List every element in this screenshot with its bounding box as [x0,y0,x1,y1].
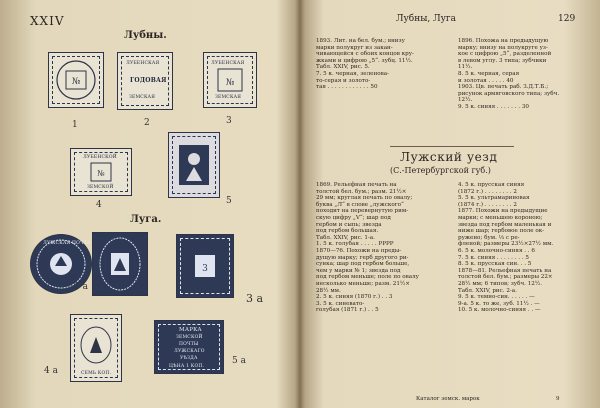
col2-top [458,38,594,111]
col2-top-line: и золотая . . . . . 40 [458,77,514,84]
col1-bottom-line: походит на перевернутую рим- [316,208,409,215]
stamp-2-text-1: ЛУБЕНСКАЯ [126,61,160,66]
stamp-5a-text-4: ЛУЖСКАГО [174,349,205,354]
col1-top-line: Табл. XXIV, рис. 5. [316,64,370,71]
footer-catalog: Каталог земск. марок [416,396,480,402]
col1-bottom-line: 2. 5 к. синяя (1870 г.) . . 3 [316,294,393,301]
col2-bottom-line: (1874 г.) . . . . . . . . 2 [458,201,517,208]
stamp-label-4a: 4 a [44,366,58,376]
svg-text:№: № [225,78,235,88]
col1-bottom-line: скую цифру „V“; шар под [316,214,391,221]
col2-bottom [458,182,594,314]
col1-bottom-line: Табл. XXIV, рис. 1-а. [316,234,375,241]
stamp-5a-text-1: МАРКА [179,327,202,333]
running-header: Лубны, Луга [396,14,456,24]
col1-bottom-line: гербом и сыпь; звезда [316,221,382,228]
col2-top-line: 1903. Цв. печать раб. З.Д.Т.Б.; [458,84,549,91]
col2-top-line: марку; внизу на полукруге уз- [458,44,548,51]
stamp-5a-text-3: ПОЧТЫ [179,342,199,347]
stamp-2-text-3: ЗЕМСКАЯ [129,95,156,100]
col2-top-line: 9. 5 к. синяя . . . . . . . 30 [458,103,529,110]
col2-top-line: 1896. Похожа на предыдущую [458,38,549,44]
col1-bottom-line: 29 мм; круглая печать по овалу; [316,195,413,202]
stamp-lubny-5 [168,132,220,198]
stamp-5a-text-6: ЦѢНА 1 КОП. [169,364,205,369]
col2-top-line: в левом углу. 3 типа; зубчики [458,57,547,64]
col1-bottom [316,182,452,314]
col2-bottom-line: 10. 5 к. молочно-синяя . . — [458,307,541,314]
col1-top [316,38,452,91]
stamp-label-2: 2 [144,118,150,128]
col2-bottom-line: ружено; бум. ⅓ с ре- [458,234,520,241]
stamp-lubny-4 [70,148,132,196]
col2-top-line: рисунок армяговского типа; зубч. [458,90,560,97]
stamp-5-art [169,133,219,197]
stamp-lubny-1 [48,52,104,108]
stamp-3-text-2: ЗЕМСКАЯ [215,95,242,100]
stamp-3a-art [177,235,233,297]
stamp-4-text-1: ЛУБЕНСКОЙ [83,155,117,160]
col2-bottom-line: 1877. Похожи на предыдущие [458,208,548,215]
col2-bottom-line: звезда под гербом маленькая и [458,221,552,228]
plate-number: XXIV [30,14,65,28]
col1-top-line: то-серая и золото- [316,77,371,84]
svg-text:3: 3 [202,264,208,274]
col2-top-line: 11½. [458,64,473,71]
stamp-luga-5a [154,320,224,374]
stamp-2-text-2: ГОДОВАЯ [130,77,167,84]
col1-top-line: марки полукруг из закан- [316,44,393,51]
stamp-5a-text-5: УѢЗДА [180,356,198,361]
col1-bottom-line: 1870—76. Похожи на преды- [316,247,402,254]
col1-bottom-line: буква „Л“ в слове „лужского“ [316,201,404,208]
col1-top-line: жками и цифрою „5“. зубц. 11½. [316,57,413,64]
col2-bottom-line: 7. 5 к. синяя . . . . . . . . 5 [458,254,529,261]
stamp-label-1a: 1 a [74,282,88,292]
section-subtitle: (С.-Петербургской губ.) [390,166,491,175]
col1-bottom-line: 1869. Рельефная печать на [316,182,397,188]
col2-top-line: 8. 5 к. черная, серая [458,70,520,77]
section-rule [390,146,514,147]
stamp-4-text-2: ЗЕМСКОЙ [87,185,114,190]
stamp-3-text-1: ЛУБЕНСКАЯ [211,61,245,66]
svg-text:№: № [71,77,81,87]
col2-bottom-line: марки; с меньшею короною; [458,214,543,221]
heading-lubny: Лубны. [124,30,167,41]
stamp-4a-text: СЕМЬ КОП. [81,371,112,376]
page-number: 129 [558,14,576,24]
col1-top-line: 1893. Лит. на бел. бум.; внизу [316,38,405,44]
book-gutter [295,0,305,408]
col1-bottom-line: дущую марку; герб другого ри- [316,254,409,261]
heading-luga: Луга. [130,214,162,225]
col1-bottom-line: голубая (1871 г.) . . 5 [316,307,379,314]
stamp-luga-3a [176,234,234,298]
col1-bottom-line: сунка; шар под гербом больше, [316,261,410,268]
col2-bottom-line: 8. 5 к. прусская син. . . 5 [458,261,532,268]
col2-bottom-line: 4. 5 к. прусская синяя [458,182,525,188]
col2-bottom-line: фленой; размеры 23½×27½ мм. [458,241,554,248]
stamp-2a-art [93,233,147,295]
stamp-label-5: 5 [226,196,232,206]
col1-bottom-line: 28½ мм. [316,287,341,294]
col2-bottom-line: 9-а. 5 к. то же, зуб. 11½ . — [458,300,540,307]
col2-bottom-line: толстой бел. бум.; размеры 22× [458,274,553,281]
stamp-label-3: 3 [226,116,232,126]
col2-bottom-line: 9. 5 к. темно-син. . . . . . — [458,294,535,301]
stamp-label-5a: 5 a [232,356,246,366]
section-title: Лужский уезд [400,150,498,164]
stamp-label-1: 1 [72,120,78,130]
svg-text:№: № [97,169,105,178]
col2-bottom-line: 1878—81. Рельефная печать на [458,267,552,274]
col2-bottom-line: ниже шар; гербовое поле ок- [458,228,545,235]
col1-bottom-line: 3. 5 к. синевато- [316,300,365,307]
stamp-1-art [49,53,103,107]
stamp-lubny-2 [117,52,173,110]
col1-top-line: чивающейся с обоих концов кру- [316,51,414,58]
col1-top-line: тая . . . . . . . . . . . . 50 [316,84,378,91]
stamp-1a-text: ЛУЖСКАЯ ПОЧТА [43,241,91,246]
col2-top-line: кое с цифрою „5“, разделенной [458,51,552,58]
stamp-label-3a: 3 a [246,292,264,305]
col1-bottom-line: под гербом меньше; поле по овалу [316,274,419,281]
stamp-luga-4a [70,314,122,382]
col2-bottom-line: 28½ мм; 6 типов; зубч. 12½. [458,280,543,287]
stamp-label-4: 4 [96,200,102,210]
col2-bottom-line: (1872 г.) . . . . . . . . 2 [458,188,517,195]
col1-bottom-line: чем у марки № 1; звезда под [316,267,401,274]
col2-top-line: 12½. [458,97,473,104]
col1-bottom-line: 1. 5 к. голубая . . . . . РРРР [316,241,394,248]
stamp-luga-2a [92,232,148,296]
col1-bottom-line: несколько меньше; разм. 21½× [316,280,410,287]
col2-bottom-line: Табл. XXIV, рис. 2-а. [458,287,517,294]
col2-bottom-line: 6. 5 к. молочно-синяя . . 6 [458,247,535,254]
footer-signature: 9 [556,396,560,402]
col1-bottom-line: толстой бел. бум.; разм. 21½× [316,188,407,195]
col2-bottom-line: 5. 5 к. ультрамариновая [458,195,530,202]
col1-bottom-line: под гербом большая. [316,228,379,235]
col1-top-line: 7. 5 к. черная, зеленова- [316,70,389,77]
stamp-lubny-3 [203,52,257,108]
stamp-5a-text-2: ЗЕМСКОЙ [176,335,203,340]
